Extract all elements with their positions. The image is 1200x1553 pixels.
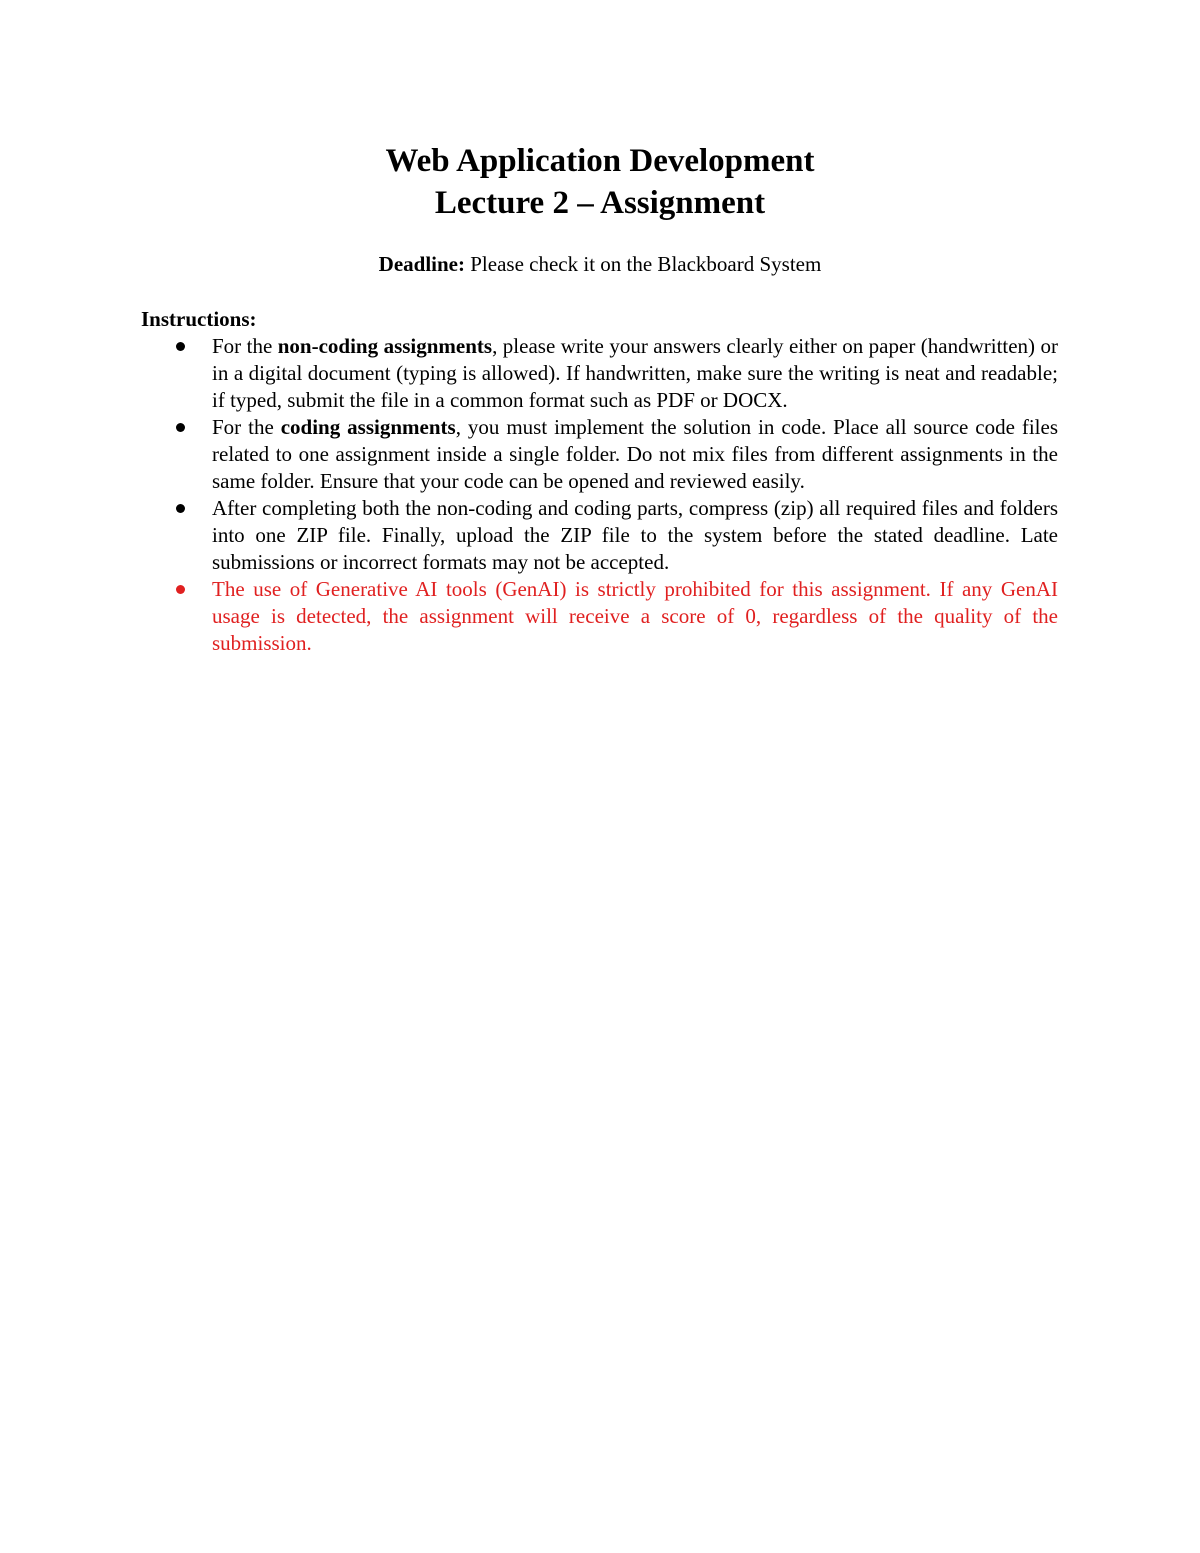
instructions-heading: Instructions: <box>141 307 257 331</box>
instruction-text-pre: For the <box>212 334 278 358</box>
instruction-text: The use of Generative AI tools (GenAI) is strictly prohibited for this assignment. If any GenAI usage is detected, the assignment will receive a score of 0, regardless of the quality of the submission. <box>212 577 1058 655</box>
instruction-text-emphasis: non-coding assignments <box>277 334 493 358</box>
instruction-text-post: , please write your answers clearly either on paper (handwritten) or in a digital document (typing is allowed). If handwritten, make sure the writing is neat and readable; if typed, submit the file in a common format such as PDF or DOCX. <box>212 334 1059 412</box>
instruction-text: After completing both the non-coding and coding parts, compress (zip) all required files and folders into one ZIP file. Finally, upload the ZIP file to the system before the stated deadline. Late submissions or incorrect formats may not be accepted. <box>212 496 1058 574</box>
document-title <box>0 140 1200 224</box>
instruction-text-post: , you must implement the solution in code. Place all source code files related to one assignment inside a single folder. Do not mix files from different assignments in the same folder. Ensure that your code can be opened and reviewed easily. <box>212 415 1059 493</box>
instruction-text-emphasis: coding assignments <box>280 415 456 439</box>
bullet-icon <box>176 423 185 432</box>
instruction-item-coding <box>141 414 1058 495</box>
instruction-item-genai-warning <box>141 576 1058 657</box>
bullet-icon <box>176 585 185 594</box>
instruction-text-pre: For the <box>212 415 281 439</box>
deadline-label: Deadline: <box>378 252 465 276</box>
lecture-title: Lecture 2 – Assignment <box>434 185 766 221</box>
deadline-line <box>0 250 1200 278</box>
deadline-text: Please check it on the Blackboard System <box>465 252 822 276</box>
instruction-item-non-coding <box>141 333 1058 414</box>
bullet-icon <box>176 504 185 513</box>
course-title: Web Application Development <box>385 143 815 179</box>
instruction-list <box>141 333 1058 657</box>
bullet-icon <box>176 342 185 351</box>
instruction-item-submission <box>141 495 1058 576</box>
